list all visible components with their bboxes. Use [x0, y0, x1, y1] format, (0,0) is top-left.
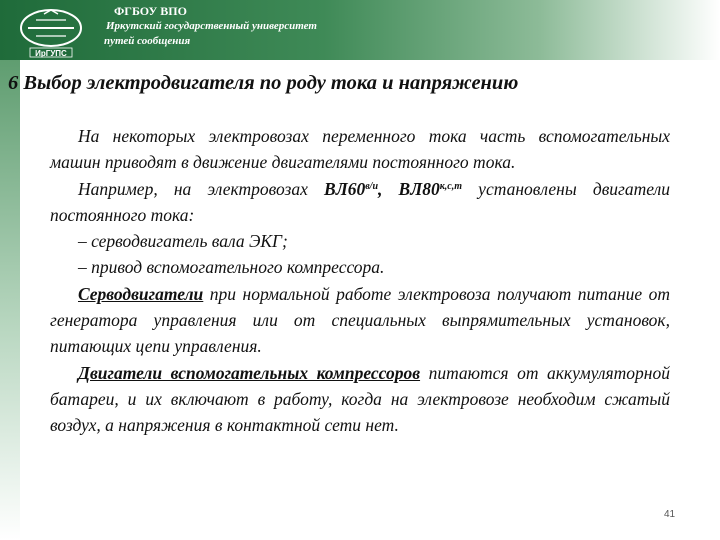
paragraph-4 [50, 360, 670, 439]
org-line-1: ФГБОУ ВПО [114, 4, 187, 18]
organization-name [104, 4, 317, 49]
loco1-name: ВЛ60 [324, 178, 366, 199]
slide-title: 6 Выбор электродвигателя по роду тока и напряжению [8, 72, 519, 94]
paragraph-3-rest: при нормальной работе электровоза получают питание от генератора управления или от специальных выпрямительных установок, питающих цепи управления. [50, 283, 670, 357]
list-item-1: – серводвигатель вала ЭКГ; [78, 231, 288, 252]
paragraph-2-end: установлены двигатели постоянного тока: [50, 178, 670, 225]
page-number: 41 [664, 509, 676, 520]
paragraph-2-start: Например, на электровозах [78, 178, 325, 199]
paragraph-2 [50, 176, 670, 229]
paragraph-1: На некоторых электровозах переменного тока часть вспомогательных машин приводят в движение двигателями постоянного тока. [50, 126, 670, 173]
org-line-2: Иркутский государственный университет [106, 20, 317, 32]
loco1-superscript: в/и [365, 180, 379, 192]
term-servomotors: Серводвигатели [78, 283, 204, 304]
logo-text: ИрГУПС [35, 49, 67, 58]
loco2-name: ВЛ80 [398, 178, 440, 199]
left-decor-strip [0, 60, 20, 540]
loco2-superscript: к,с,т [439, 180, 463, 192]
comma: , [378, 178, 399, 199]
paragraph-4-rest: питаются от аккумуляторной батареи, и их включают в работу, когда на электровозе необходим сжатый воздух, а напряжения в контактной сети нет. [50, 362, 670, 436]
university-logo [6, 6, 96, 58]
org-line-3: путей сообщения [104, 35, 191, 47]
slide-body [50, 123, 670, 439]
locomotive-vl80 [399, 179, 462, 199]
list-item-2: – привод вспомогательного компрессора. [78, 257, 385, 278]
term-compressor-motors: Двигатели вспомогательных компрессоров [78, 362, 421, 383]
locomotive-vl60 [324, 179, 378, 199]
paragraph-3 [50, 281, 670, 360]
